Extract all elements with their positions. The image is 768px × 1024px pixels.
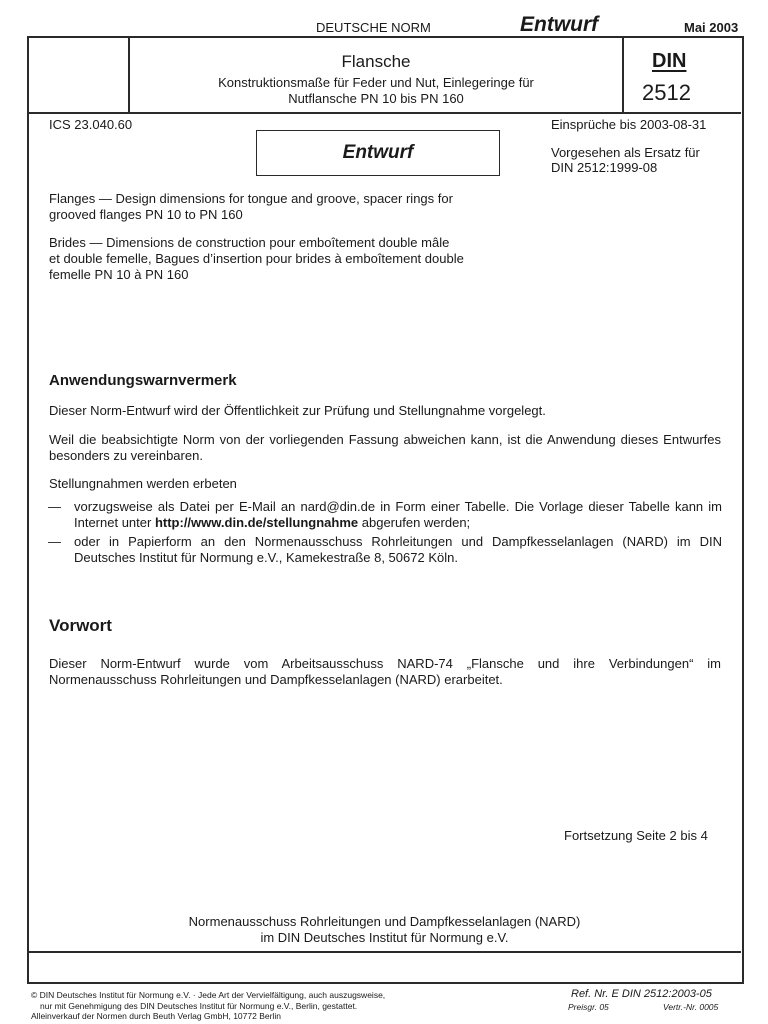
warning-paragraph-1: Dieser Norm-Entwurf wird der Öffentlichkeit zur Prüfung und Stellungnahme vorgelegt. <box>49 403 546 418</box>
bullet-email-text: vorzugsweise als Datei per E-Mail an nard@din.de in Form einer Tabelle. Die Vorlage dieser Tabelle kann im Internet unter <box>74 499 722 530</box>
price-group: Preisgr. 05 <box>568 1002 609 1012</box>
ics-code: ICS 23.040.60 <box>49 117 133 132</box>
stellungnahme-link[interactable]: http://www.din.de/stellungnahme <box>154 515 359 530</box>
draft-box-label: Entwurf <box>342 142 414 163</box>
continuation-note: Fortsetzung Seite 2 bis 4 <box>564 828 708 843</box>
bullet-paper: oder in Papierform an den Normenausschuss Rohrleitungen und Dampfkesselanlagen (NARD) im DIN Deutsches Institut für Normung e.V., Kamekestraße 8, 50672 Köln. <box>74 534 722 565</box>
objections-deadline: Einsprüche bis 2003-08-31 <box>551 117 707 132</box>
copyright-line3: Alleinverkauf der Normen durch Beuth Verlag GmbH, 10772 Berlin <box>31 1011 281 1021</box>
french-title-line3: femelle PN 10 à PN 160 <box>49 267 189 282</box>
english-title-line2: grooved flanges PN 10 to PN 160 <box>49 207 243 222</box>
warning-heading: Anwendungswarnvermerk <box>49 372 237 389</box>
din-number: 2512 <box>642 80 691 105</box>
draft-status: Entwurf <box>520 13 599 36</box>
french-title-line2: et double femelle, Bagues d’insertion pour brides à emboîtement double <box>49 251 464 266</box>
title-block-bottom-rule <box>28 112 741 114</box>
copyright-line2: nur mit Genehmigung des DIN Deutsches Institut für Normung e.V., Berlin, gestattet. <box>40 1001 358 1011</box>
bullet-email <box>74 499 722 531</box>
committee-line1: Normenausschuss Rohrleitungen und Dampfkesselanlagen (NARD) <box>188 914 581 929</box>
warning-paragraph-2: Weil die beabsichtigte Norm von der vorliegenden Fassung abweichen kann, ist die Anwendung dieses Entwurfes besonders zu vereinbaren. <box>49 432 721 463</box>
doc-title: Flansche <box>341 52 411 71</box>
foreword-heading: Vorwort <box>49 616 112 635</box>
bullet-email-text-end: abgerufen werden; <box>358 515 471 530</box>
foreword-text: Dieser Norm-Entwurf wurde vom Arbeitsausschuss NARD-74 „Flansche und ihre Verbindungen“ im Normenausschuss Rohrleitungen und Dampfkesselanlagen (NARD) erarbeitet. <box>49 656 721 687</box>
committee-line2: im DIN Deutsches Institut für Normung e.V. <box>260 930 509 945</box>
copyright-line1: © DIN Deutsches Institut für Normung e.V. · Jede Art der Vervielfältigung, auch auszugsweise, <box>31 990 386 1000</box>
french-title-line1: Brides — Dimensions de construction pour emboîtement double mâle <box>49 235 450 250</box>
draft-box <box>256 130 500 176</box>
replacement-line2: DIN 2512:1999-08 <box>551 160 658 175</box>
footer-band-rule <box>28 951 741 953</box>
english-title-line1: Flanges — Design dimensions for tongue and groove, spacer rings for <box>49 191 453 206</box>
warning-paragraph-3: Stellungnahmen werden erbeten <box>49 476 237 491</box>
norm-type: DEUTSCHE NORM <box>316 20 431 35</box>
doc-subtitle-line1: Konstruktionsmaße für Feder und Nut, Einlegeringe für <box>218 75 534 90</box>
issue-date: Mai 2003 <box>684 20 739 35</box>
sales-number: Vertr.-Nr. 0005 <box>663 1002 719 1012</box>
title-divider-right <box>622 37 624 113</box>
reference-number: Ref. Nr. E DIN 2512:2003-05 <box>571 988 712 1000</box>
replacement-line1: Vorgesehen als Ersatz für <box>551 145 700 160</box>
doc-subtitle-line2: Nutflansche PN 10 bis PN 160 <box>288 91 464 106</box>
bullet-dash-1: — <box>48 499 61 514</box>
bullet-dash-2: — <box>48 534 61 549</box>
din-label: DIN <box>652 50 687 72</box>
